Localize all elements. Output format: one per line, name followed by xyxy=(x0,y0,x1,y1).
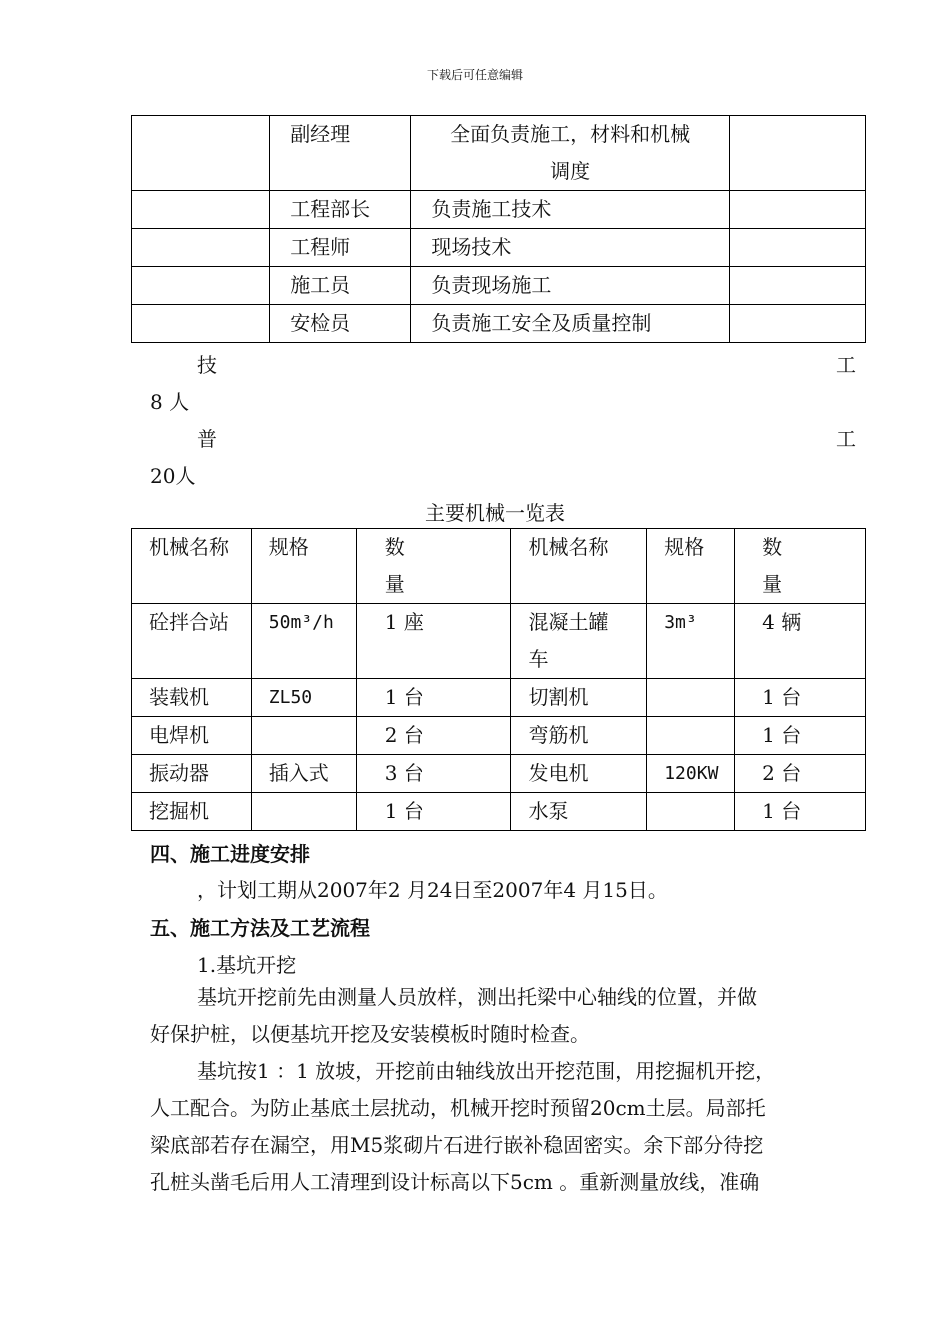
table-cell xyxy=(729,305,865,343)
table-cell xyxy=(132,229,270,267)
table-row xyxy=(132,717,866,755)
table-cell xyxy=(729,191,865,229)
table-cell: 2 台 xyxy=(356,717,511,755)
para-line: 基坑按1 ：1 放坡，开挖前由轴线放出开挖范围，用挖掘机开挖， xyxy=(197,1059,776,1083)
table-cell: 2 台 xyxy=(735,755,866,793)
duty-line: 全面负责施工，材料和机械 xyxy=(450,122,691,146)
table-cell: 切割机 xyxy=(511,679,647,717)
table-cell xyxy=(251,793,356,831)
table-cell: 50m³/h xyxy=(251,604,356,679)
header-line: 数 xyxy=(384,535,405,559)
header-cell: 机械名称 xyxy=(132,529,252,604)
table-cell: 振动器 xyxy=(132,755,252,793)
table-cell: 1 座 xyxy=(356,604,511,679)
section-4-heading: 四、施工进度安排 xyxy=(150,842,310,866)
table-row xyxy=(132,267,866,305)
table-cell xyxy=(132,116,270,191)
header-cell xyxy=(356,529,511,604)
header-line: 数 xyxy=(762,535,783,559)
header-line: 量 xyxy=(384,572,405,596)
table-cell: 挖掘机 xyxy=(132,793,252,831)
table-row xyxy=(132,116,866,191)
table-cell xyxy=(132,305,270,343)
table-row xyxy=(132,229,866,267)
table-cell: 水泵 xyxy=(511,793,647,831)
table-cell: 1 台 xyxy=(735,793,866,831)
skilled-count: 8 人 xyxy=(150,390,190,414)
table-cell: 副经理 xyxy=(270,116,411,191)
subsection-title: 1.基坑开挖 xyxy=(197,953,297,977)
header-line: 量 xyxy=(762,572,783,596)
cell-line: 车 xyxy=(528,647,549,671)
header-cell xyxy=(735,529,866,604)
table-cell: 安检员 xyxy=(270,305,411,343)
machine-table xyxy=(131,528,866,831)
table-cell xyxy=(647,717,735,755)
general-right: 工 xyxy=(836,427,856,451)
table-row xyxy=(132,305,866,343)
table-cell xyxy=(132,267,270,305)
para-line: 孔桩头凿毛后用人工清理到设计标高以下5cm 。重新测量放线，准确 xyxy=(150,1170,760,1194)
skilled-right: 工 xyxy=(836,353,856,377)
header-cell: 规格 xyxy=(647,529,735,604)
table-cell: 现场技术 xyxy=(411,229,729,267)
table-cell: 负责施工安全及质量控制 xyxy=(411,305,729,343)
table-cell: 弯筋机 xyxy=(511,717,647,755)
table-cell: 3m³ xyxy=(647,604,735,679)
schedule-text: ，计划工期从2007年2 月24日至2007年4 月15日。 xyxy=(197,878,668,902)
table-cell xyxy=(729,267,865,305)
section-5-heading: 五、施工方法及工艺流程 xyxy=(150,916,370,940)
table-row xyxy=(132,755,866,793)
table-row xyxy=(132,604,866,679)
table-cell: 电焊机 xyxy=(132,717,252,755)
skilled-left: 技 xyxy=(197,353,217,377)
table-cell: 1 台 xyxy=(356,793,511,831)
table-cell: 工程师 xyxy=(270,229,411,267)
cell-line: 混凝土罐 xyxy=(528,610,609,634)
table-row xyxy=(132,191,866,229)
table-cell xyxy=(729,229,865,267)
table-cell: 发电机 xyxy=(511,755,647,793)
table-cell: 4 辆 xyxy=(735,604,866,679)
table-cell: 工程部长 xyxy=(270,191,411,229)
paragraph-1 xyxy=(150,979,858,1053)
paragraph-2 xyxy=(150,1053,858,1201)
general-left: 普 xyxy=(197,427,217,451)
page-header: 下载后可任意编辑 xyxy=(426,68,523,82)
table-cell: 1 台 xyxy=(735,679,866,717)
para-line: 人工配合。为防止基底土层扰动，机械开挖时预留20cm土层。局部托 xyxy=(150,1096,766,1120)
table-cell: 负责现场施工 xyxy=(411,267,729,305)
table-cell: 3 台 xyxy=(356,755,511,793)
table-cell xyxy=(411,116,729,191)
staff-table xyxy=(131,115,866,343)
table-cell: 施工员 xyxy=(270,267,411,305)
para-line: 梁底部若存在漏空，用M5浆砌片石进行嵌补稳固密实。余下部分待挖 xyxy=(150,1133,764,1157)
para-line: 好保护桩，以便基坑开挖及安装模板时随时检查。 xyxy=(150,1022,590,1046)
table-cell xyxy=(647,793,735,831)
table-header-row xyxy=(132,529,866,604)
table-cell: 砼拌合站 xyxy=(132,604,252,679)
table-cell: 装载机 xyxy=(132,679,252,717)
table-cell xyxy=(511,604,647,679)
table-cell xyxy=(729,116,865,191)
machine-table-caption: 主要机械一览表 xyxy=(425,501,565,525)
duty-line: 调度 xyxy=(550,159,591,183)
table-cell xyxy=(132,191,270,229)
general-count: 20人 xyxy=(150,464,196,488)
header-cell: 规格 xyxy=(251,529,356,604)
table-row xyxy=(132,793,866,831)
table-cell xyxy=(251,717,356,755)
table-cell: ZL50 xyxy=(251,679,356,717)
table-row xyxy=(132,679,866,717)
table-cell: 1 台 xyxy=(735,717,866,755)
table-cell: 1 台 xyxy=(356,679,511,717)
para-line: 基坑开挖前先由测量人员放样，测出托梁中心轴线的位置，并做 xyxy=(197,985,757,1009)
table-cell: 插入式 xyxy=(251,755,356,793)
header-cell: 机械名称 xyxy=(511,529,647,604)
table-cell: 负责施工技术 xyxy=(411,191,729,229)
table-cell xyxy=(647,679,735,717)
table-cell: 120KW xyxy=(647,755,735,793)
